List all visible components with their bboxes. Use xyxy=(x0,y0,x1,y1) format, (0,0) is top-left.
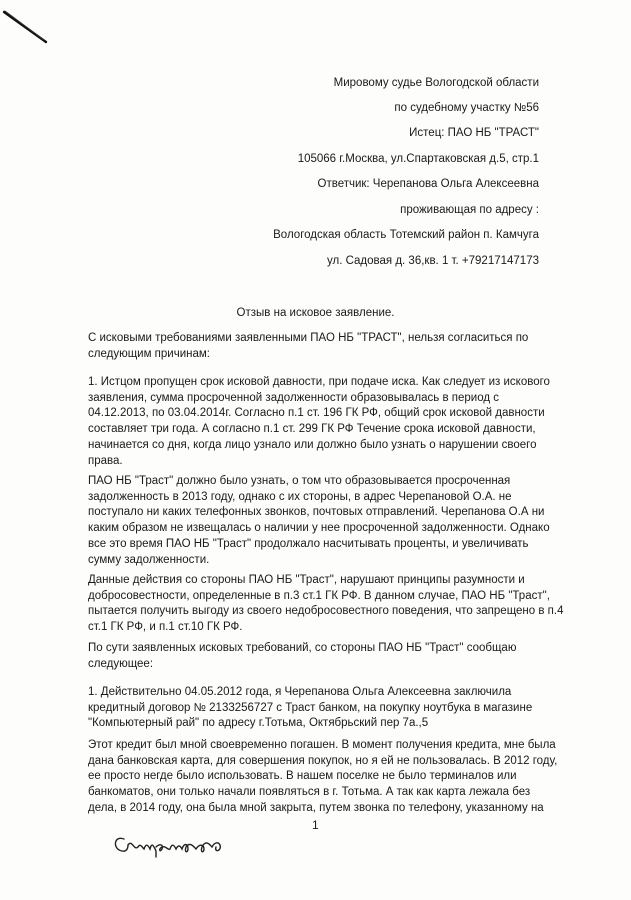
addressee-line-2: по судебному участку №56 xyxy=(394,102,539,114)
text-line: дела, в 2014 году, она была мной закрыта, путем звонка по телефону, указанному на xyxy=(88,801,544,814)
handwritten-signature xyxy=(110,825,250,865)
text-line: 1. Истцом пропущен срок исковой давности, при подаче иска. Как следует из искового xyxy=(88,376,550,388)
text-line: 04.12.2013, по 03.04.2014г. Согласно п.1 ст. 196 ГК РФ, общий срок исковой давности xyxy=(88,407,545,420)
paragraph-card-history xyxy=(88,738,558,817)
text-line: ПАО НБ "Траст" должно было узнать, о том что образовывается просроченная xyxy=(88,475,511,487)
paragraph-loan-agreement xyxy=(88,685,540,732)
text-line: сумму задолженности. xyxy=(88,553,210,566)
address-line-1: Вологодская область Тотемский район п. Камчуга xyxy=(273,229,539,241)
addressee-line-1: Мировому судье Вологодской области xyxy=(333,77,539,89)
pen-stroke-mark xyxy=(0,0,70,60)
text-line: дана банковская карта, для совершения покупок, но я ей не пользовалась. В 2012 году, xyxy=(88,754,558,767)
text-line: права. xyxy=(88,454,123,467)
text-line: каким образом не извещалась о наличии у нее просроченной задолженности. Однако xyxy=(88,522,550,535)
text-line: составляет три года. А согласно п.1 ст. 299 ГК РФ Течение срока исковой давности, xyxy=(88,423,536,436)
address-line-2: ул. Садовая д. 36,кв. 1 т. +79217147173 xyxy=(327,255,539,267)
text-line: задолженность в 2013 году, однако с их стороны, в адрес Черепановой О.А. не xyxy=(88,490,512,503)
text-line: пытается получить выгоду из своего недобросовестного поведения, что запрещено в п.4 xyxy=(88,605,564,618)
plaintiff-line: Истец: ПАО НБ "ТРАСТ" xyxy=(409,127,539,139)
text-line: 1. Действительно 04.05.2012 года, я Черепанова Ольга Алексеевна заключила xyxy=(88,686,512,698)
text-line: все это время ПАО НБ "Траст" продолжало насчитывать проценты, и увеличивать xyxy=(88,537,529,550)
text-line: Данные действия со стороны ПАО НБ "Траст", нарушают принципы разумности и xyxy=(88,574,525,586)
document-title: Отзыв на исковое заявление. xyxy=(236,307,395,319)
text-line: начинается со дня, когда лицо узнало или должно было узнать о нарушении своего xyxy=(88,438,537,451)
text-line: По сути заявленных исковых требований, со стороны ПАО НБ "Траст" сообщаю xyxy=(88,642,517,654)
text-line: С исковыми требованиями заявленными ПАО НБ "ТРАСТ", нельзя согласиться по xyxy=(88,332,529,344)
paragraph-bank-knowledge xyxy=(88,474,550,568)
text-line: банкоматов, они только начали появляться в г. Тотьма. А так как карта лежала без xyxy=(88,786,531,799)
text-line: следующее: xyxy=(88,657,154,670)
page-number: 1 xyxy=(312,818,319,832)
defendant-line: Ответчик: Черепанова Ольга Алексеевна xyxy=(317,178,539,190)
text-line: Этот кредит был мной своевременно погашен. В момент получения кредита, мне была xyxy=(88,739,556,751)
paragraph-limitation-period xyxy=(88,375,550,469)
text-line: кредитный договор № 2133256727 с Траст банком, на покупку ноутбука в магазине xyxy=(88,701,533,714)
text-line: заявления, сумма просроченной задолженности образовывалась в период с xyxy=(88,391,500,404)
text-line: добросовестности, определенные в п.3 ст.1 ГК РФ. В данном случае, ПАО НБ "Траст", xyxy=(88,589,550,602)
paragraph-merits xyxy=(88,641,540,672)
plaintiff-address: 105066 г.Москва, ул.Спартаковская д.5, стр.1 xyxy=(297,153,539,165)
text-line: ст.1 ГК РФ, и п.1 ст.10 ГК РФ. xyxy=(88,621,243,634)
text-line: поступало ни каких телефонных звонков, почтовых отправлений. Черепанова О.А ни xyxy=(88,506,545,519)
residence-label: проживающая по адресу : xyxy=(400,204,539,216)
text-line: ее просто негде было использовать. В нашем поселке не было терминалов или xyxy=(88,770,517,783)
text-line: следующим причинам: xyxy=(88,347,210,360)
text-line: "Компьютерный рай" по адресу г.Тотьма, Октябрьский пер 7а.,5 xyxy=(88,717,429,730)
paragraph-intro xyxy=(88,331,540,362)
paragraph-good-faith xyxy=(88,573,564,636)
